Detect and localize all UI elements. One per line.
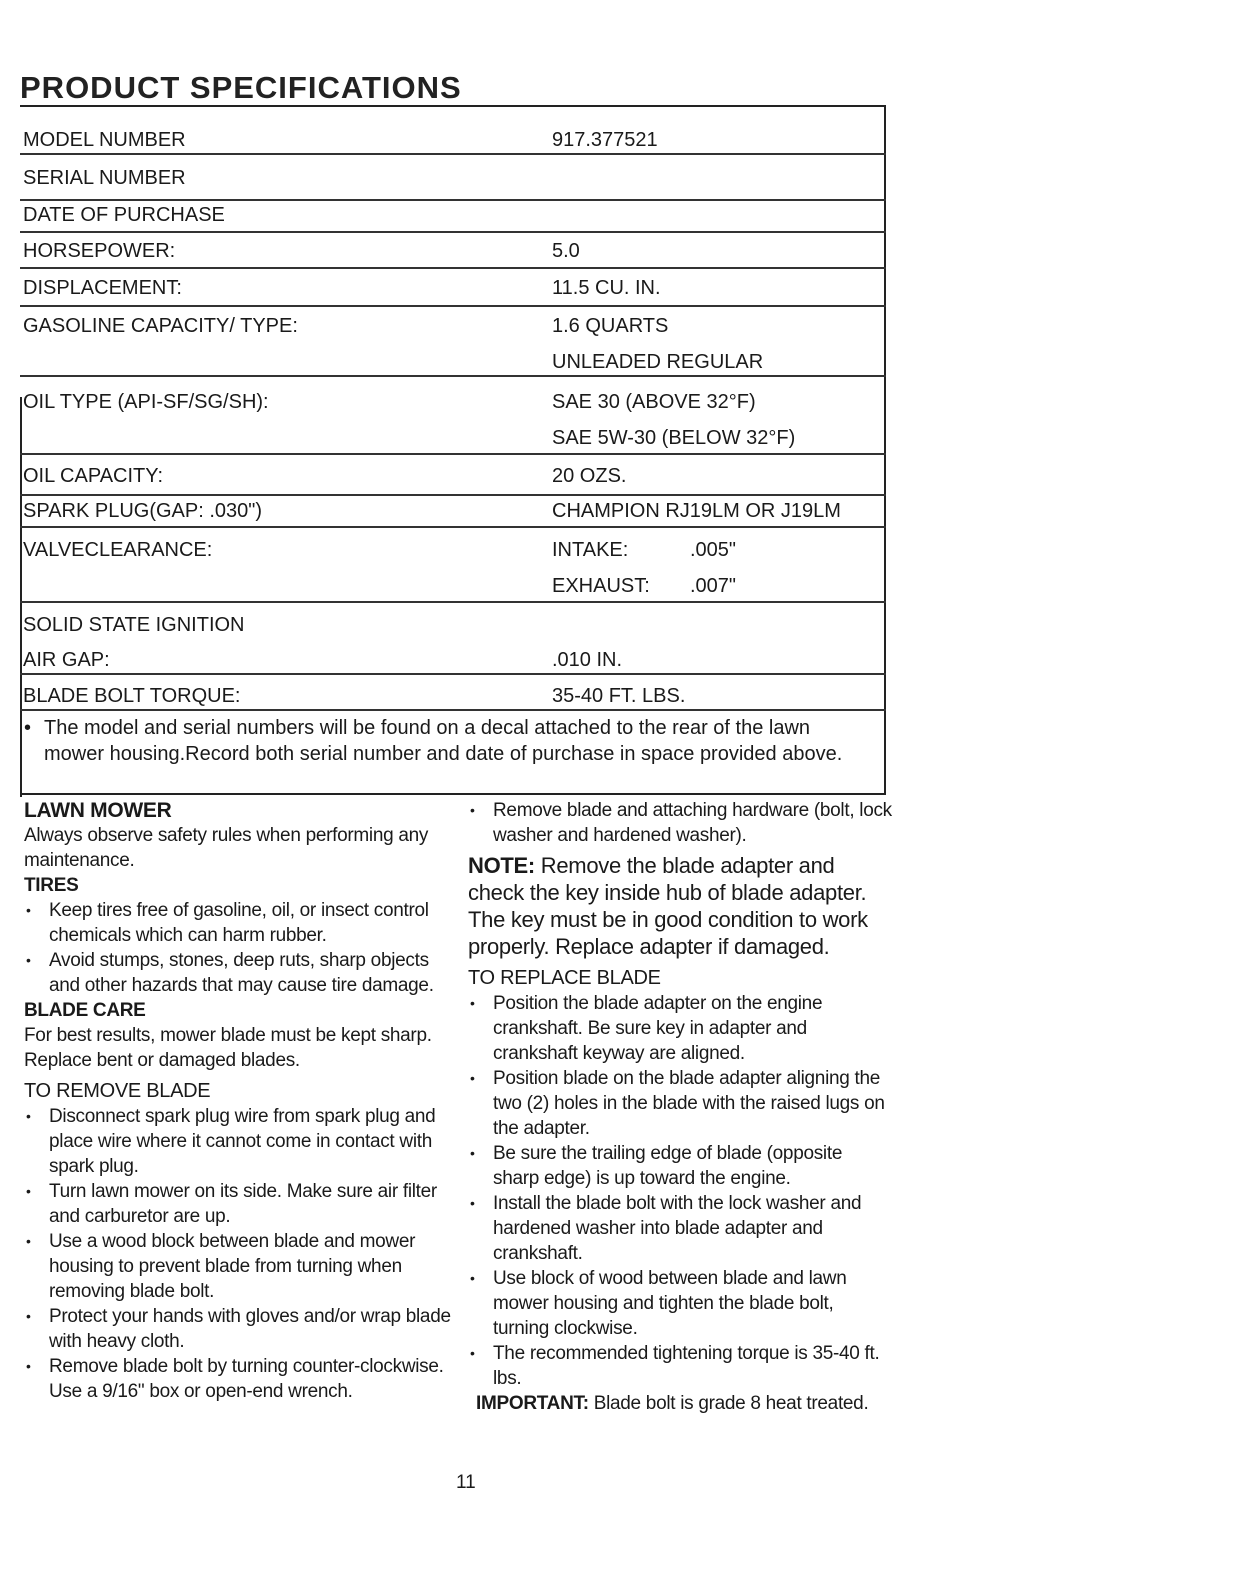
gasoline-value-2: UNLEADED REGULAR <box>552 351 764 373</box>
specifications-table <box>20 105 886 795</box>
list-item: • Use block of wood between blade and lawn mower housing and tighten the blade bolt, turning clockwise. <box>470 1268 847 1339</box>
valve-exhaust-value: .007" <box>690 575 737 597</box>
spark-plug-value: CHAMPION RJ19LM OR J19LM <box>552 500 841 522</box>
horsepower-label: HORSEPOWER: <box>23 240 176 262</box>
displacement-label: DISPLACEMENT: <box>23 277 182 299</box>
right-column <box>468 798 893 1416</box>
bullet-icon: • <box>26 1233 31 1249</box>
displacement-value: 11.5 CU. IN. <box>552 277 661 299</box>
important-paragraph <box>468 1391 893 1416</box>
bullet-icon: • <box>470 1270 475 1286</box>
remove-blade-heading: TO REMOVE BLADE <box>24 1080 211 1102</box>
oil-capacity-label: OIL CAPACITY: <box>23 465 164 487</box>
table-left-border <box>20 397 22 797</box>
bullet-icon: • <box>26 1308 31 1324</box>
note-paragraph <box>468 852 893 960</box>
ignition-label: SOLID STATE IGNITION <box>23 614 245 636</box>
list-item: • Protect your hands with gloves and/or wrap blade with heavy cloth. <box>26 1306 451 1352</box>
row-divider <box>20 494 886 496</box>
note-label: NOTE: <box>468 853 535 878</box>
serial-note <box>24 715 864 767</box>
blade-bolt-label: BLADE BOLT TORQUE: <box>23 685 241 707</box>
list-item: • Install the blade bolt with the lock washer and hardened washer into blade adapter and crankshaft. <box>470 1193 862 1264</box>
row-divider <box>20 673 886 675</box>
bullet-icon: • <box>470 1195 475 1211</box>
air-gap-value: .010 IN. <box>552 649 623 671</box>
bullet-icon: • <box>26 1108 31 1124</box>
row-divider <box>20 305 886 307</box>
lawn-mower-heading: LAWN MOWER <box>24 799 172 822</box>
oil-type-label: OIL TYPE (API-SF/SG/SH): <box>23 391 269 413</box>
left-column <box>24 798 454 1404</box>
list-item: • Avoid stumps, stones, deep ruts, sharp objects and other hazards that may cause tire damage. <box>26 950 434 996</box>
replace-blade-heading: TO REPLACE BLADE <box>468 967 661 989</box>
air-gap-label: AIR GAP: <box>23 649 110 671</box>
list-item: • Be sure the trailing edge of blade (opposite sharp edge) is up toward the engine. <box>470 1143 843 1189</box>
valve-intake-value: .005" <box>690 539 737 561</box>
important-text: Blade bolt is grade 8 heat treated. <box>593 1393 869 1414</box>
spark-plug-label: SPARK PLUG(GAP: .030") <box>23 500 263 522</box>
list-item: • Use a wood block between blade and mower housing to prevent blade from turning when removing blade bolt. <box>26 1231 416 1302</box>
note-text: Remove the blade adapter and check the key inside hub of blade adapter. The key must be in good condition to work properly. Replace adapter if damaged. <box>468 853 868 959</box>
model-number-value: 917.377521 <box>552 129 658 151</box>
bullet-icon: • <box>470 1070 475 1086</box>
row-divider <box>20 153 886 155</box>
row-divider <box>20 526 886 528</box>
row-divider <box>20 375 886 377</box>
lawn-mower-intro: Always observe safety rules when performing any maintenance. <box>24 825 429 871</box>
bullet-icon: • <box>24 717 32 739</box>
serial-number-label: SERIAL NUMBER <box>23 167 186 189</box>
bullet-icon: • <box>470 1345 475 1361</box>
page-title: PRODUCT SPECIFICATIONS <box>20 70 462 105</box>
bullet-icon: • <box>470 995 475 1011</box>
row-divider <box>20 601 886 603</box>
bullet-icon: • <box>26 952 31 968</box>
row-divider <box>20 199 886 201</box>
list-item: • Position blade on the blade adapter aligning the two (2) holes in the blade with the raised lugs on the adapter. <box>470 1068 885 1139</box>
gasoline-value-1: 1.6 QUARTS <box>552 315 669 337</box>
oil-type-value-2: SAE 5W-30 (BELOW 32°F) <box>552 427 796 449</box>
list-item: • Remove blade bolt by turning counter-clockwise. Use a 9/16" box or open-end wrench. <box>26 1356 444 1402</box>
date-of-purchase-label: DATE OF PURCHASE <box>23 204 225 226</box>
list-item: • Turn lawn mower on its side. Make sure air filter and carburetor are up. <box>26 1181 437 1227</box>
bullet-icon: • <box>470 802 475 818</box>
oil-capacity-value: 20 OZS. <box>552 465 627 487</box>
valve-exhaust-label: EXHAUST: <box>552 575 650 597</box>
gasoline-label: GASOLINE CAPACITY/ TYPE: <box>23 315 298 337</box>
row-divider <box>20 709 886 711</box>
tires-heading: TIRES <box>24 875 79 896</box>
blade-care-heading: BLADE CARE <box>24 1000 146 1021</box>
bullet-icon: • <box>26 1183 31 1199</box>
list-item: • Remove blade and attaching hardware (bolt, lock washer and hardened washer). <box>470 800 892 846</box>
list-item: • The recommended tightening torque is 35-40 ft. lbs. <box>470 1343 880 1389</box>
valve-intake-label: INTAKE: <box>552 539 629 561</box>
valve-clearance-label: VALVECLEARANCE: <box>23 539 213 561</box>
list-item: • Disconnect spark plug wire from spark plug and place wire where it cannot come in contact with spark plug. <box>26 1106 436 1177</box>
bullet-icon: • <box>26 1358 31 1374</box>
oil-type-value-1: SAE 30 (ABOVE 32°F) <box>552 391 756 413</box>
list-item: • Keep tires free of gasoline, oil, or insect control chemicals which can harm rubber. <box>26 900 429 946</box>
important-label: IMPORTANT: <box>476 1393 589 1414</box>
blade-care-text: For best results, mower blade must be kept sharp. Replace bent or damaged blades. <box>24 1025 432 1071</box>
blade-bolt-value: 35-40 FT. LBS. <box>552 685 686 707</box>
horsepower-value: 5.0 <box>552 240 580 262</box>
page-number: 11 <box>456 1472 476 1493</box>
model-number-label: MODEL NUMBER <box>23 129 186 151</box>
row-divider <box>20 453 886 455</box>
serial-note-text: The model and serial numbers will be found on a decal attached to the rear of the lawn mower housing.Record both serial number and date of purchase in space provided above. <box>44 717 843 765</box>
bullet-icon: • <box>470 1145 475 1161</box>
list-item: • Position the blade adapter on the engine crankshaft. Be sure key in adapter and crankshaft keyway are aligned. <box>470 993 823 1064</box>
row-divider <box>20 231 886 233</box>
row-divider <box>20 267 886 269</box>
bullet-icon: • <box>26 902 31 918</box>
